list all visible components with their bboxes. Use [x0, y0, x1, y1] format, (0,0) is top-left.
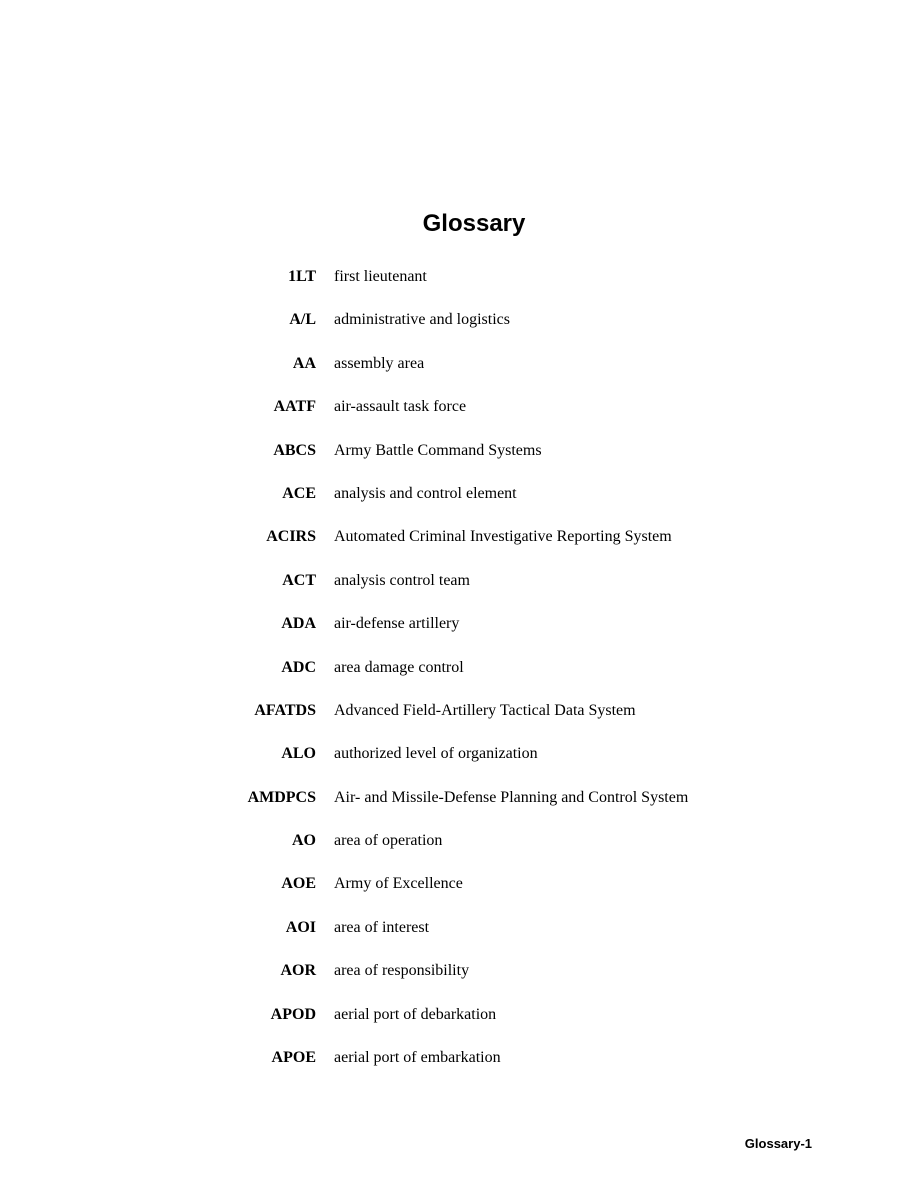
- glossary-entry: [0, 308, 923, 351]
- glossary-term: AATF: [273, 398, 316, 416]
- glossary-list: [0, 265, 923, 1089]
- glossary-definition: area damage control: [334, 658, 464, 676]
- glossary-definition: air-assault task force: [334, 398, 467, 416]
- glossary-entry: [0, 742, 923, 785]
- glossary-definition: Army Battle Command Systems: [334, 441, 542, 459]
- glossary-term: APOD: [270, 1005, 316, 1023]
- glossary-term: AMDPCS: [247, 788, 316, 806]
- glossary-term: AO: [292, 832, 316, 850]
- glossary-entry: [0, 439, 923, 482]
- glossary-term: AOI: [285, 918, 316, 936]
- glossary-entry: [0, 352, 923, 395]
- glossary-entry: [0, 656, 923, 699]
- glossary-entry: [0, 786, 923, 829]
- glossary-definition: area of responsibility: [334, 962, 470, 980]
- glossary-definition: administrative and logistics: [334, 311, 510, 329]
- glossary-term: ACT: [282, 571, 316, 589]
- glossary-definition: authorized level of organization: [334, 745, 538, 763]
- glossary-definition: Advanced Field-Artillery Tactical Data System: [334, 701, 636, 719]
- glossary-term: ADA: [281, 615, 316, 633]
- glossary-entry: [0, 829, 923, 872]
- glossary-term: ACE: [282, 484, 316, 502]
- glossary-entry: [0, 265, 923, 308]
- glossary-term: AOR: [280, 962, 316, 980]
- glossary-entry: [0, 916, 923, 959]
- glossary-definition: Army of Excellence: [334, 875, 463, 893]
- glossary-term: ALO: [281, 745, 316, 763]
- page-title: Glossary: [422, 210, 526, 237]
- glossary-definition: first lieutenant: [334, 268, 427, 285]
- glossary-entry: [0, 395, 923, 438]
- glossary-definition: air-defense artillery: [334, 615, 460, 633]
- glossary-definition: aerial port of debarkation: [334, 1005, 497, 1023]
- glossary-term: AFATDS: [254, 701, 316, 719]
- glossary-entry: [0, 872, 923, 915]
- glossary-term: AOE: [281, 875, 316, 893]
- glossary-term: ABCS: [273, 441, 316, 459]
- glossary-entry: [0, 612, 923, 655]
- glossary-term: 1LT: [288, 268, 316, 285]
- glossary-definition: Automated Criminal Investigative Reporting System: [334, 528, 672, 546]
- glossary-entry: [0, 699, 923, 742]
- glossary-definition: analysis and control element: [334, 484, 517, 502]
- page-number: Glossary-1: [744, 1136, 812, 1151]
- glossary-definition: aerial port of embarkation: [334, 1049, 501, 1067]
- glossary-term: APOE: [271, 1049, 316, 1067]
- glossary-entry: [0, 525, 923, 568]
- glossary-term: ADC: [281, 658, 316, 676]
- glossary-definition: area of operation: [334, 832, 443, 850]
- glossary-entry: [0, 1003, 923, 1046]
- glossary-term: ACIRS: [266, 528, 316, 546]
- glossary-term: A/L: [289, 311, 316, 329]
- glossary-entry: [0, 569, 923, 612]
- glossary-entry: [0, 959, 923, 1002]
- glossary-definition: analysis control team: [334, 571, 470, 589]
- glossary-entry: [0, 482, 923, 525]
- glossary-definition: area of interest: [334, 918, 430, 936]
- glossary-definition: Air- and Missile-Defense Planning and Control System: [334, 788, 689, 806]
- glossary-term: AA: [292, 354, 316, 372]
- glossary-definition: assembly area: [334, 354, 425, 372]
- glossary-entry: [0, 1046, 923, 1089]
